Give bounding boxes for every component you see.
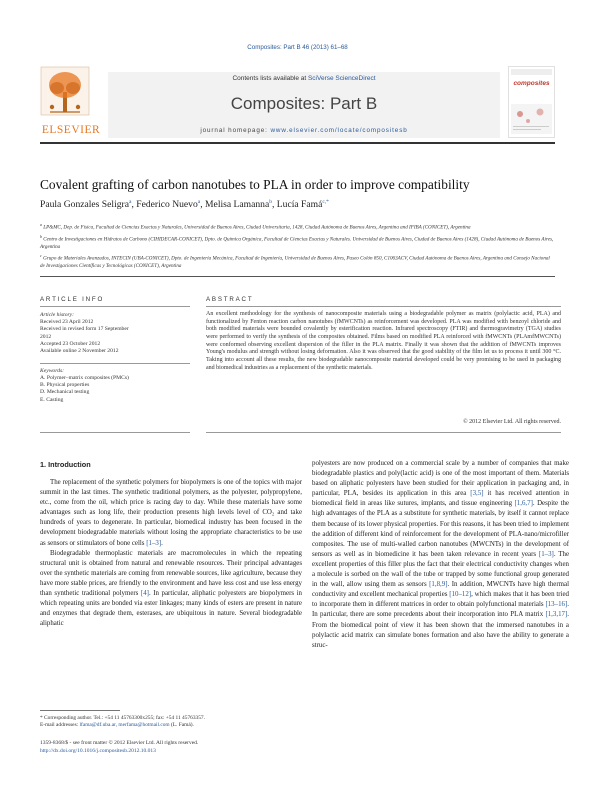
footnote-rule: [40, 710, 120, 711]
history-item: Accepted 23 October 2012: [40, 340, 101, 347]
body-column-left: [40, 478, 302, 629]
body-column-right: [312, 459, 569, 651]
abstract-bottom-rule: [206, 432, 561, 433]
affiliation: $^a$ LP&MC, Dep. de Física, Facultad de Ciencias Exactas y Naturales, Universidad de Buenos Aires, Ciudad Universitaria, 1428, Ciudad Autónoma de Buenos Aires, Argentina and IFIBA (CONICET), Argentina: [40, 222, 471, 231]
email-link[interactable]: lfama@df.uba.ar, merfama@hotmail.com: [79, 722, 170, 729]
author-affil-sup[interactable]: a: [128, 199, 132, 205]
journal-cover-thumbnail[interactable]: [508, 66, 555, 138]
article-info: [40, 312, 190, 404]
citation-link[interactable]: [13–16]: [545, 601, 568, 609]
header-divider: [40, 276, 555, 277]
page-footer: [40, 740, 340, 755]
affiliation: $^c$ Grupo de Materiales Avanzados, INTECIN (UBA-CONICET), Dpto. de Ingeniería Mecánica, Facultad de Ingeniería, Universidad de Buenos Aires, Paseo Colón 850, C1063ACV, Ciudad Autónoma de Buenos Aires, Argentina and Consejo Nacional de Investigaciones Científicas y Tecnológicas (CONICET), Argentina: [40, 253, 550, 270]
abstract-copyright: © 2012 Elsevier Ltd. All rights reserved.: [463, 419, 561, 425]
author-name[interactable]: Melisa Lamanna: [205, 199, 270, 211]
keywords-rule: [40, 363, 190, 364]
elsevier-logo[interactable]: [40, 66, 102, 138]
citation-link[interactable]: [4]: [140, 590, 149, 598]
citation-link[interactable]: [10–12]: [449, 591, 472, 599]
doi-link[interactable]: http://dx.doi.org/10.1016/j.compositesb.2012.10.013: [40, 747, 156, 754]
article-info-rule: [40, 306, 190, 307]
masthead: [40, 66, 555, 138]
history-item: Received in revised form 17 September: [40, 326, 129, 333]
article-info-bottom-rule: [40, 432, 190, 433]
contents-availability: [108, 75, 500, 82]
abstract-heading: ABSTRACT: [206, 296, 254, 303]
article-info-heading: ARTICLE INFO: [40, 296, 105, 303]
author-name[interactable]: Federico Nuevo: [136, 199, 198, 211]
sciencedirect-link[interactable]: SciVerse ScienceDirect: [307, 75, 376, 82]
citation-link[interactable]: [1–3]: [146, 539, 162, 547]
abstract-text: An excellent methodology for the synthesis of nanocomposite materials using a biodegradable polymer as matrix (polylactic acid, PLA) and functionalized by Fenton reaction carbon nanotubes (fMWCNTs) as reinforcement was developed. PLA was modified with benzoyl chloride and both modified materials were bounded covalently by esterification reaction. Infrared spectroscopy (FTIR) and thermogravimetry (TGA) studies were performed to verify the synthesis of the composites obtained. Films based on modified PLA reinforced with fMWCNTs (PLAmfMWCNTs) were conformed observing excellent dispersion of the filler in the PLA matrix. Finally it was shown that the addition of fMWCNTs improves Young's modulus and strength without losing deformation. Also it was observed that the good stability of the film let us to process it until 300 °C. Taking into account all these results, the new biodegradable nanocomposite material developed could be very promising to be used in packaging and biomedical industries as a replacement of the synthetic materials.: [206, 311, 561, 371]
homepage-prefix: journal homepage:: [200, 127, 271, 134]
keywords-label: Keywords:: [40, 367, 65, 374]
author-name[interactable]: Paula Gonzales Seligra: [40, 199, 129, 211]
masthead-rule: [40, 142, 555, 144]
journal-homepage: [108, 127, 500, 134]
keyword: A. Polymer–matrix composites (PMCs): [40, 374, 129, 381]
journal-title: Composites: Part B: [230, 94, 378, 113]
author-affil-sup[interactable]: c,*: [322, 199, 329, 205]
section-heading-introduction: 1. Introduction: [40, 460, 91, 469]
citation-link[interactable]: [1,3,17]: [545, 611, 568, 619]
history-item: 2012: [40, 333, 52, 340]
journal-header-box: [108, 72, 500, 138]
history-label: Article history:: [40, 312, 75, 318]
citation-link[interactable]: [3,5]: [470, 490, 484, 498]
abstract-rule: [206, 306, 561, 307]
keyword: E. Casting: [40, 396, 64, 403]
issn-line: 1359-8368/$ - see front matter © 2012 Elsevier Ltd. All rights reserved.: [40, 740, 199, 746]
elsevier-wordmark: ELSEVIER: [41, 124, 101, 136]
history-item: Received 23 April 2012: [40, 319, 94, 326]
affiliation: $^b$ Centro de Investigaciones en Hidratos de Carbono (CIHIDECAR-CONICET), Dpto. de Química Orgánica, Facultad de Ciencias Exactas y Naturales. Universidad de Buenos Aires, Ciudad de Buenos Aires (1428), Ciudad Autónoma de Buenos Aires, Argentina: [40, 234, 554, 250]
corresponding-author-footnote: [40, 715, 302, 729]
corresponding-author: * Corresponding author. Tel.: +54 11 45763300x255; fax: +54 11 45763357.: [40, 715, 205, 721]
paragraph: Biodegradable thermoplastic materials are macromolecules in which the repeating structural unit is obtained from natural and renewable resources. Their principal advantages over the synthetic materials are coming from renewable sources, like agriculture, because they have more stable prices, are friendly to the environment and have less cost and use less energy than synthetic traditional polymers [4]. In particular, aliphatic polyesters are biopolymers in which repeating units are bonded via ester linkages; many kinds of esters are present in nature and enzymes that degrade them, esterases, are ubiquitous in nature. Several biodegradable aliphatic: [40, 549, 302, 628]
journal-cover-icon: [508, 66, 555, 138]
author-affil-sup[interactable]: b: [269, 199, 272, 205]
article-title: Covalent grafting of carbon nanotubes to PLA in order to improve compatibility: [40, 177, 470, 192]
homepage-link[interactable]: www.elsevier.com/locate/compositesb: [270, 127, 408, 134]
citation-link[interactable]: [1,8,9]: [429, 581, 448, 589]
affiliations: [40, 221, 555, 272]
citation-link[interactable]: [1–3]: [538, 550, 554, 558]
email-line: E-mail addresses: lfama@df.uba.ar, merfama@hotmail.com (L. Famá).: [40, 722, 194, 729]
elsevier-tree-icon: [40, 66, 90, 116]
paragraph: polyesters are now produced on a commercial scale by a number of companies that make biodegradable plastics and poly(lactic acid) is one of the most important of them. Materials based on aliphatic polyesters have been studied for their application in packaging and, in particular, PLA, besides its application in this area [3,5] it has received attention in biomedical field in areas like sutures, implants, and tissue engineering [1,6,7]. Despite the high advantages of the PLA as a substitute for synthetic materials, by itself it cannot replace them because of its lower physical properties. For this reasons, it has been tried to implement the addition of different kind of reinforcement for the development of PLA-nano/microfiller composites. The use of multi-walled carbon nanotubes (MWCNTs) in the development of sensors as well as in biomedicine it has been taken relevance in recent years [1–3]. The excellent properties of this filler plus the fact that their electrical conductivity changes when a molecule is sorbed on the wall of the tube or trapped by some functional group generated in the wall, allow using them as sensors [1,8,9]. In addition, MWCNTs have high thermal conductivity and excellent mechanical properties [10–12], which makes that it has been tried to incorporate them in different matrices in order to obtain polyfunctional materials [13–16]. In particular, there are some precedents about their incorporation into PLA matrix [1,3,17]. From the biomedical point of view it has been shown that the immersed nanotubes in a polylactic acid matrix can simulate bones formation and also have the ability to generate a struc-: [312, 460, 570, 649]
history-item: Available online 2 November 2012: [40, 348, 119, 355]
author-list: Paula Gonzales Seligra$^a$, Federico Nuevo$^a$, Melisa Lamanna$^b$, Lucía Famá$^{c,*}$: [40, 199, 329, 211]
journal-reference[interactable]: [0, 44, 595, 51]
citation-link[interactable]: [1,6,7]: [514, 500, 533, 508]
paragraph: The replacement of the synthetic polymers for biopolymers is one of the topics with major summit in the last times. The synthetic traditional polymers, as the polyester, polypropylene, etc., come from the oil, which price is racing day to day. While these materials have some advantages such as long life, their production presents high levels level of CO₂ and take hundreds of years to degenerate. In particular, biomedical industry has been focused in the development biodegradable materials without losing the appropriate characteristics to be use as sensors or stimulators of bone cells [1–3].: [40, 479, 302, 547]
cover-title: composites: [513, 80, 550, 87]
keyword: D. Mechanical testing: [40, 389, 90, 396]
journal-ref-text[interactable]: Composites: Part B 46 (2013) 61–68: [247, 44, 348, 51]
author-name[interactable]: Lucía Famá: [276, 199, 323, 211]
author-affil-sup[interactable]: a: [197, 199, 201, 205]
contents-prefix: Contents lists available at: [232, 75, 308, 82]
keyword: B. Physical properties: [40, 382, 90, 389]
